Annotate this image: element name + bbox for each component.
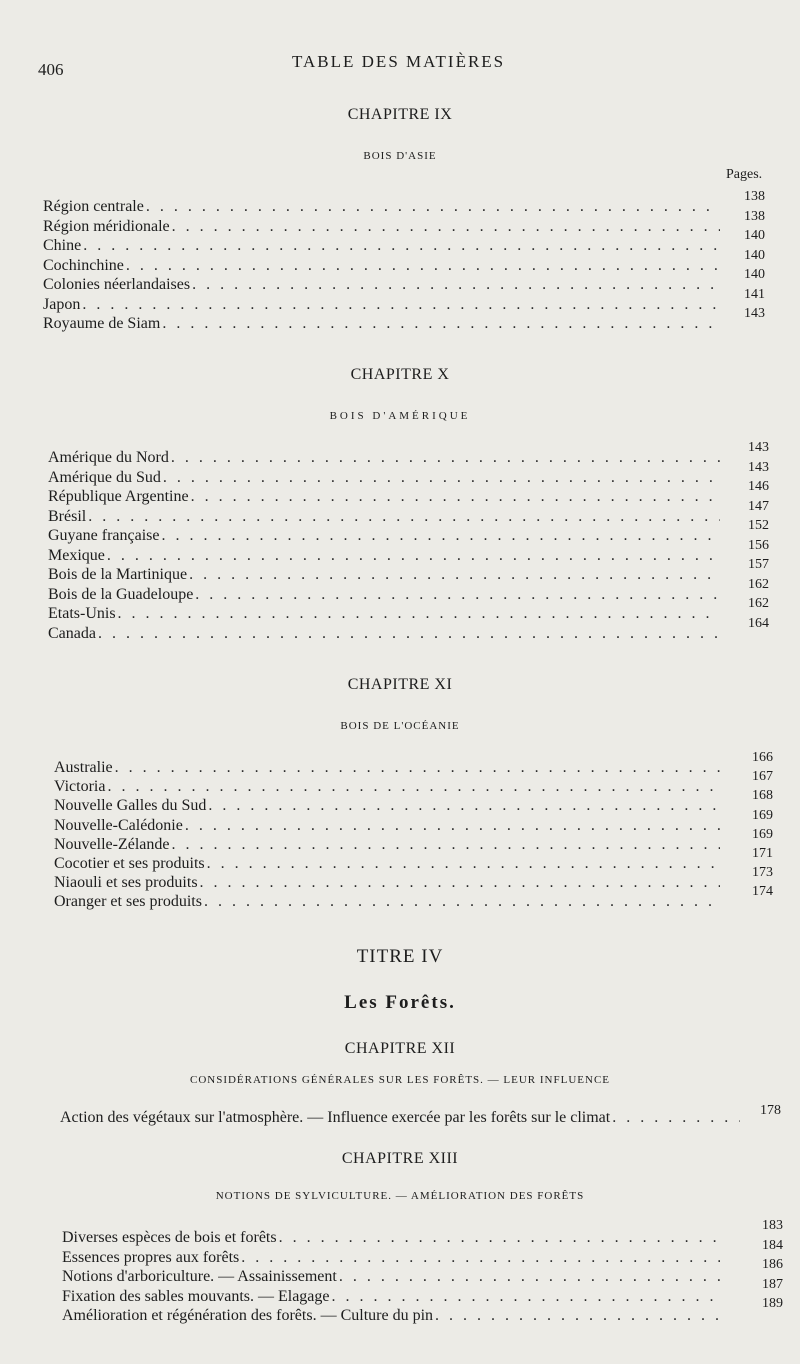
toc-entry-label: Cochinchine [43, 256, 124, 274]
toc-entry-label: Japon [43, 295, 81, 313]
toc-leader-dots [162, 526, 721, 546]
toc-entry-page: 156 [748, 537, 769, 553]
toc-leader-dots [200, 873, 720, 893]
toc-entry-page: 143 [744, 306, 765, 321]
toc-entry-page: 141 [744, 286, 765, 302]
toc-entry-label: Australie [54, 759, 113, 776]
toc-entry [43, 295, 720, 315]
toc-entry-page: 166 [752, 750, 773, 765]
toc-entry-page: 168 [752, 788, 773, 804]
toc-entry [48, 507, 720, 527]
toc-entry [48, 487, 720, 507]
toc-entry-label: Chine [43, 237, 82, 254]
toc-leader-dots [171, 448, 720, 468]
toc-entry-page: 189 [762, 1296, 783, 1311]
toc-entry [48, 526, 720, 546]
toc-entry-page: 147 [748, 498, 769, 514]
toc-entry-page: 140 [744, 267, 765, 282]
toc-leader-dots [172, 217, 720, 237]
toc-entry [62, 1248, 720, 1268]
toc-entry-page: 140 [744, 247, 765, 263]
toc-entry-page: 146 [748, 479, 769, 494]
toc-entry-label: Oranger et ses produits [54, 893, 202, 911]
toc-entry-page: 143 [748, 459, 769, 475]
toc-leader-dots [241, 1248, 720, 1268]
toc-entry [43, 236, 720, 256]
toc-entry-label: Victoria [54, 778, 106, 796]
toc-entry-label: Etats-Unis [48, 605, 116, 622]
chapter-9-title: CHAPITRE IX [347, 106, 453, 123]
toc-leader-dots [115, 758, 720, 778]
toc-entry [54, 873, 720, 893]
toc-leader-dots [208, 796, 720, 816]
toc-entry-page: 138 [744, 208, 765, 224]
toc-entry-label: Bois de la Guadeloupe [48, 585, 194, 603]
toc-entry-label: Niaouli et ses produits [54, 874, 198, 892]
toc-leader-dots [118, 604, 720, 624]
toc-entry-page: 167 [752, 769, 773, 785]
toc-entry-label: Colonies néerlandaises [43, 276, 191, 293]
toc-entry-label: Bois de la Martinique [48, 566, 188, 583]
toc-entry-label: Nouvelle Galles du Sud [54, 797, 207, 815]
toc-entry-label: Fixation des sables mouvants. — Elagage [62, 1287, 330, 1305]
toc-entry-page: 187 [762, 1276, 783, 1292]
toc-leader-dots [279, 1228, 720, 1248]
toc-entry [48, 468, 720, 488]
toc-entry [62, 1228, 720, 1248]
toc-entry [48, 624, 720, 644]
toc-entry [54, 777, 720, 797]
toc-leader-dots [83, 236, 720, 256]
toc-entry [60, 1108, 740, 1128]
toc-entry-page: 164 [748, 615, 769, 631]
toc-entry [48, 565, 720, 585]
toc-leader-dots [107, 777, 720, 797]
toc-leader-dots [98, 624, 720, 644]
toc-entry-page: 169 [752, 826, 773, 842]
toc-entry-page: 157 [748, 557, 769, 572]
toc-leader-dots [82, 295, 720, 315]
chapter-13-title: CHAPITRE XIII [341, 1150, 459, 1167]
chapter-10-subtitle: BOIS D'AMÉRIQUE [329, 410, 471, 422]
chapter-13-subtitle: NOTIONS DE SYLVICULTURE. — AMÉLIORATION DES FORÊTS [215, 1190, 585, 1202]
toc-entry-label: République Argentine [48, 488, 189, 505]
toc-entry-page: 162 [748, 596, 769, 611]
toc-entry [43, 217, 720, 237]
toc-entry-page: 173 [752, 865, 773, 881]
running-head: TABLE DES MATIÈRES [292, 52, 506, 71]
toc-entry-page: 184 [762, 1237, 783, 1253]
toc-entry [62, 1306, 720, 1326]
toc-leader-dots [185, 816, 720, 836]
toc-entry-label: Notions d'arboriculture. — Assainissement [62, 1268, 337, 1285]
toc-leader-dots [192, 275, 720, 295]
chapter-9-subtitle: BOIS D'ASIE [363, 150, 437, 162]
toc-leader-dots [107, 546, 720, 566]
titre-name: Les Forêts. [344, 992, 456, 1013]
toc-entry-label: Royaume de Siam [43, 315, 161, 332]
toc-entry [54, 835, 720, 855]
toc-leader-dots [172, 835, 721, 855]
toc-leader-dots [435, 1306, 720, 1326]
toc-entry-page: 169 [752, 807, 773, 823]
toc-entry-label: Amélioration et régénération des forêts. — Culture du pin [62, 1307, 434, 1324]
toc-entry-label: Cocotier et ses produits [54, 855, 205, 872]
toc-entry [62, 1267, 720, 1287]
toc-leader-dots [162, 314, 720, 334]
toc-entry-label: Diverses espèces de bois et forêts [62, 1229, 277, 1246]
toc-leader-dots [612, 1108, 740, 1128]
toc-leader-dots [146, 197, 720, 217]
toc-entry [54, 796, 720, 816]
toc-entry-page: 171 [752, 846, 773, 861]
toc-entry [48, 604, 720, 624]
toc-leader-dots [195, 585, 720, 605]
toc-leader-dots [332, 1287, 720, 1307]
toc-entry-label: Nouvelle-Calédonie [54, 816, 183, 834]
toc-leader-dots [189, 565, 720, 585]
toc-leader-dots [191, 487, 720, 507]
toc-entry-label: Région centrale [43, 198, 144, 215]
toc-entry [48, 546, 720, 566]
chapter-10-title: CHAPITRE X [350, 366, 450, 383]
chapter-11-title: CHAPITRE XI [347, 676, 453, 693]
toc-entry-page: 152 [748, 518, 769, 533]
toc-entry-page: 143 [748, 440, 769, 455]
toc-entry-label: Amérique du Sud [48, 468, 161, 486]
toc-leader-dots [88, 507, 720, 527]
toc-leader-dots [339, 1267, 720, 1287]
toc-leader-dots [163, 468, 720, 488]
toc-entry [54, 854, 720, 874]
toc-entry-page: 178 [760, 1103, 781, 1118]
toc-entry-label: Action des végétaux sur l'atmosphère. — Influence exercée par les forêts sur le climat [60, 1109, 611, 1126]
chapter-12-subtitle: CONSIDÉRATIONS GÉNÉRALES SUR LES FORÊTS. — LEUR INFLUENCE [189, 1074, 611, 1086]
toc-entry [43, 197, 720, 217]
toc-leader-dots [207, 854, 720, 874]
toc-entry-page: 174 [752, 884, 773, 900]
toc-entry-label: Brésil [48, 507, 87, 525]
toc-entry-page: 140 [744, 228, 765, 243]
toc-entry [48, 585, 720, 605]
toc-entry-page: 162 [748, 576, 769, 592]
toc-entry-label: Canada [48, 624, 96, 642]
toc-entry [43, 314, 720, 334]
toc-entry-label: Essences propres aux forêts [62, 1248, 240, 1266]
toc-entry-label: Région méridionale [43, 217, 170, 235]
toc-entry [54, 892, 720, 912]
toc-entry-page: 183 [762, 1218, 783, 1233]
page-number: 406 [38, 60, 64, 79]
chapter-11-subtitle: BOIS DE L'OCÉANIE [340, 720, 460, 732]
toc-entry-page: 138 [744, 189, 765, 204]
toc-entry [43, 256, 720, 276]
toc-entry-label: Nouvelle-Zélande [54, 835, 170, 853]
chapter-12-title: CHAPITRE XII [344, 1040, 456, 1057]
toc-entry-label: Amérique du Nord [48, 449, 169, 466]
toc-entry-page: 186 [762, 1257, 783, 1272]
toc-entry-label: Guyane française [48, 527, 160, 544]
titre-heading: TITRE IV [356, 946, 444, 967]
toc-entry [43, 275, 720, 295]
toc-entry [54, 758, 720, 778]
toc-entry [54, 816, 720, 836]
toc-leader-dots [204, 892, 720, 912]
toc-leader-dots [126, 256, 720, 276]
toc-entry [62, 1287, 720, 1307]
toc-entry-label: Mexique [48, 546, 105, 564]
toc-entry [48, 448, 720, 468]
pages-label: Pages. [726, 167, 763, 182]
